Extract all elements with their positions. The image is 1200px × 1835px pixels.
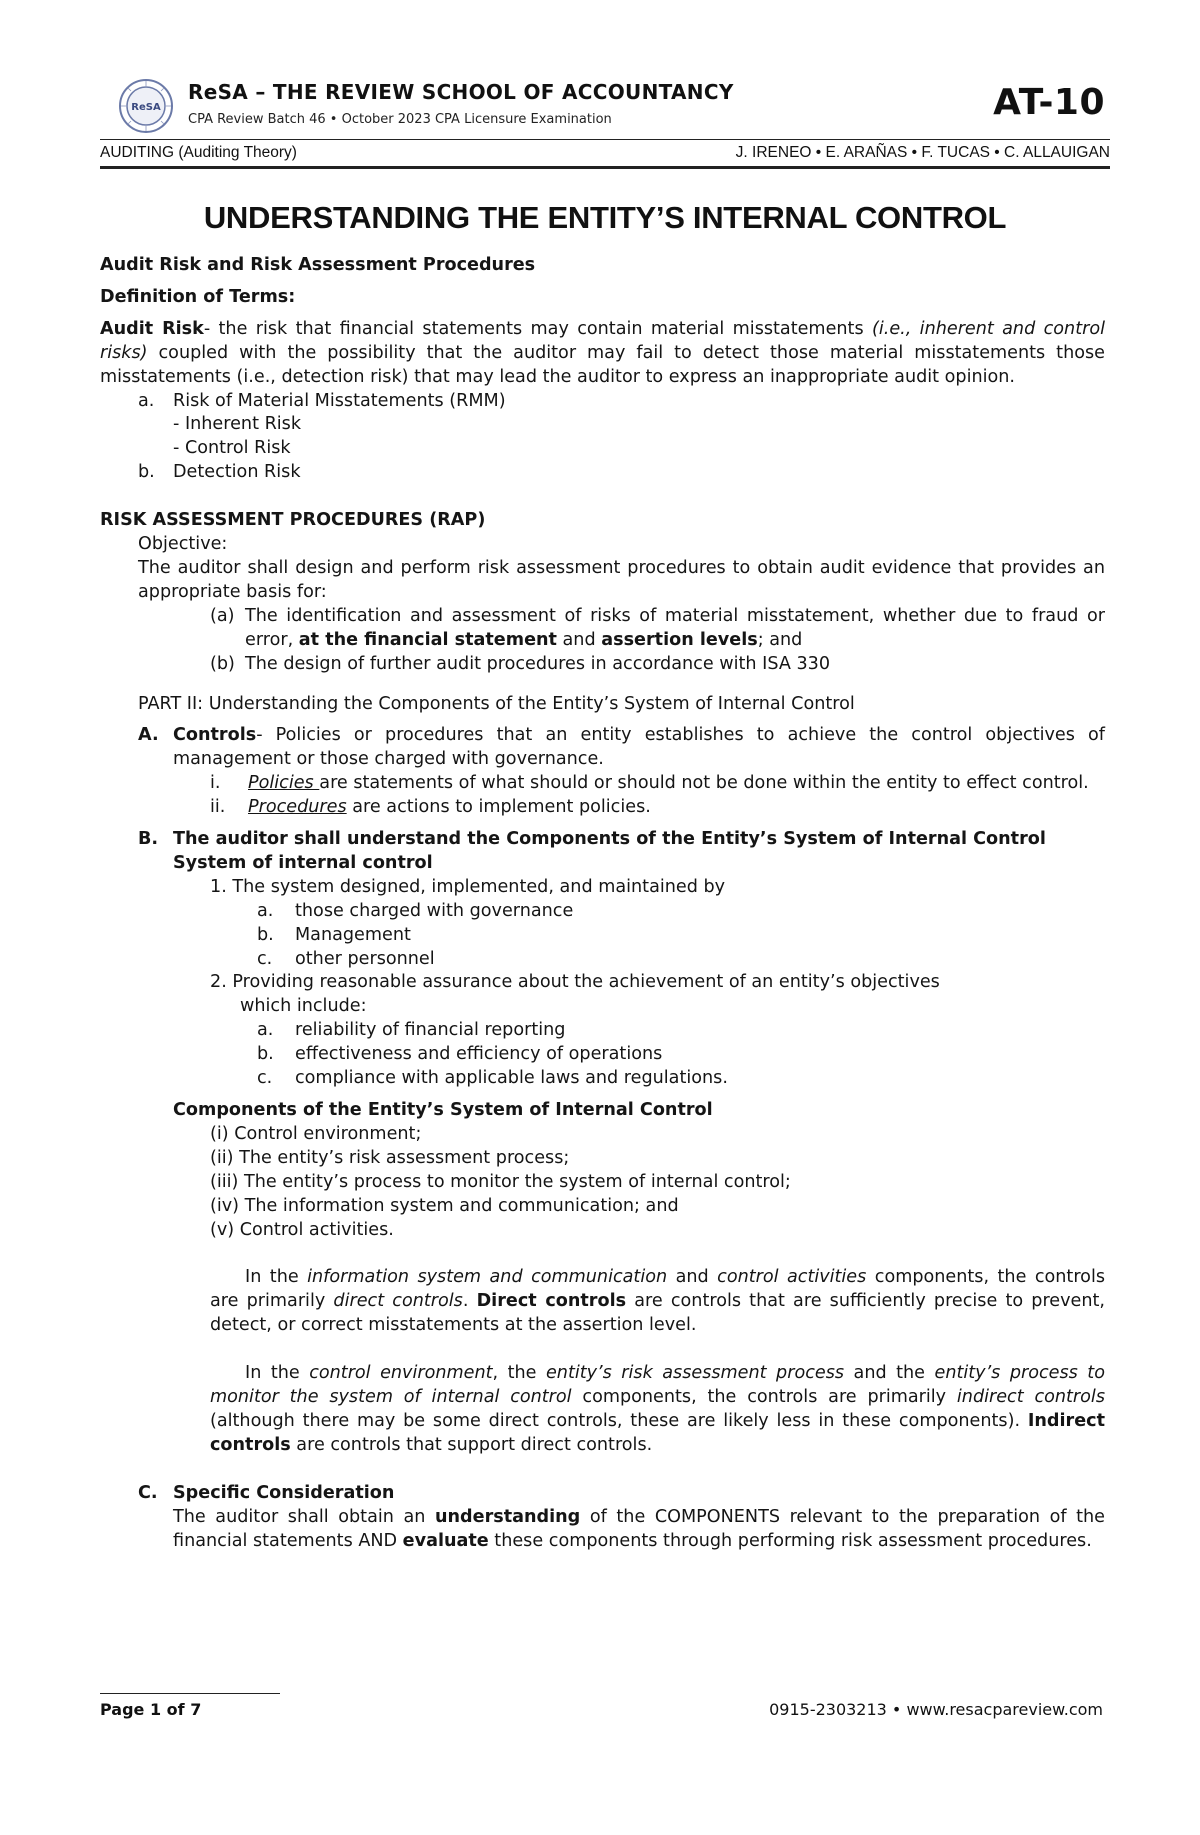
authors-label: J. IRENEO • E. ARAÑAS • F. TUCAS • C. ALLAUIGAN (735, 144, 1110, 161)
list-item: i. Policies are statements of what should or should not be done within the entity to effect control. (210, 773, 1089, 794)
subheading: Components of the Entity’s System of Internal Control (173, 1100, 713, 1120)
list-item: 1. The system designed, implemented, and maintained by (210, 876, 726, 897)
footer-contact: 0915-2303213 • www.resacpareview.com (769, 1700, 1103, 1719)
document-code: AT-10 (993, 82, 1105, 123)
component-item: (i) Control environment; (210, 1123, 422, 1144)
subject-label: AUDITING (Auditing Theory) (100, 144, 297, 161)
component-item: (ii) The entity’s risk assessment process; (210, 1147, 570, 1168)
document-body (100, 254, 1105, 1554)
list-item: c. compliance with applicable laws and regulations. (257, 1068, 728, 1089)
audit-risk-definition: Audit Risk- the risk that financial statements may contain material misstatements (i.e., inherent and control risks) coupled with the possibility that the auditor may fail to detect those material misstatements those misstatements (i.e., detection risk) that may lead the auditor to express an inappropriate audit opinion. (100, 318, 1105, 387)
list-item: (b) The design of further audit procedures in accordance with ISA 330 (210, 653, 831, 674)
list-item: b. Detection Risk (138, 462, 301, 483)
school-name-bold: ReSA (188, 80, 249, 104)
section-a: A. Controls- Policies or procedures that an entity establishes to achieve the control objectives of management or those charged with governance. (138, 725, 1105, 770)
footer-rule (100, 1693, 280, 1694)
paragraph-direct-controls: In the information system and communication and control activities components, the controls are primarily direct controls. Direct controls are controls that are sufficiently precise to prevent, detect, or correct misstatements at the assertion level. (210, 1267, 1105, 1336)
list-item: ii. Procedures are actions to implement policies. (210, 797, 651, 818)
component-item: (iv) The information system and communication; and (210, 1195, 679, 1216)
list-item: c. other personnel (257, 948, 435, 969)
list-item: a. those charged with governance (257, 900, 574, 921)
school-name-rest: – THE REVIEW SCHOOL OF ACCOUNTANCY (248, 80, 734, 104)
resa-logo-icon (118, 78, 174, 134)
list-item: 2. Providing reasonable assurance about the achievement of an entity’s objectives (210, 972, 940, 993)
header-rule-thick (100, 166, 1110, 169)
page-header (100, 72, 1105, 136)
section-c: C. Specific Consideration (138, 1482, 395, 1503)
list-item: - Control Risk (173, 438, 291, 459)
list-item: a. Risk of Material Misstatements (RMM) (138, 390, 506, 411)
paragraph-indirect-controls: In the control environment, the entity’s risk assessment process and the entity’s process to monitor the system of internal control components, the controls are primarily indirect controls (although there may be some direct controls, these are likely less in these components). Indirect controls are controls that support direct controls. (210, 1363, 1105, 1455)
list-item: b. effectiveness and efficiency of operations (257, 1044, 663, 1065)
section-b: B. The auditor shall understand the Components of the Entity’s System of Internal Control (138, 829, 1046, 850)
header-rule-thin (100, 139, 1110, 140)
definition-heading: Definition of Terms: (100, 286, 296, 307)
batch-line: CPA Review Batch 46 • October 2023 CPA Licensure Examination (188, 112, 612, 127)
rap-heading: RISK ASSESSMENT PROCEDURES (RAP) (100, 510, 486, 531)
school-name (188, 80, 734, 104)
part-heading: PART II: Understanding the Components of the Entity’s System of Internal Control (138, 693, 855, 714)
list-item: - Inherent Risk (173, 414, 302, 435)
page-number: Page 1 of 7 (100, 1700, 202, 1719)
section-heading: Audit Risk and Risk Assessment Procedures (100, 255, 536, 275)
objective-text: The auditor shall design and perform risk assessment procedures to obtain audit evidence that provides an appropriate basis for: (138, 557, 1105, 602)
objective-label: Objective: (138, 534, 228, 555)
page-title: UNDERSTANDING THE ENTITY’S INTERNAL CONTROL (203, 200, 1007, 235)
component-item: (v) Control activities. (210, 1219, 394, 1240)
list-item: b. Management (257, 924, 411, 945)
subheading: System of internal control (173, 852, 433, 873)
list-item: (a) The identification and assessment of risks of material misstatement, whether due to fraud or error, at the financial statement and assertion levels; and (210, 605, 1105, 650)
list-item: a. reliability of financial reporting (257, 1020, 566, 1041)
logo-text: ReSA (131, 102, 161, 113)
section-c-text: The auditor shall obtain an understanding of the COMPONENTS relevant to the preparation of the financial statements AND evaluate these components through performing risk assessment procedures. (173, 1506, 1105, 1551)
list-item-continuation: which include: (240, 996, 367, 1017)
component-item: (iii) The entity’s process to monitor the system of internal control; (210, 1171, 791, 1192)
